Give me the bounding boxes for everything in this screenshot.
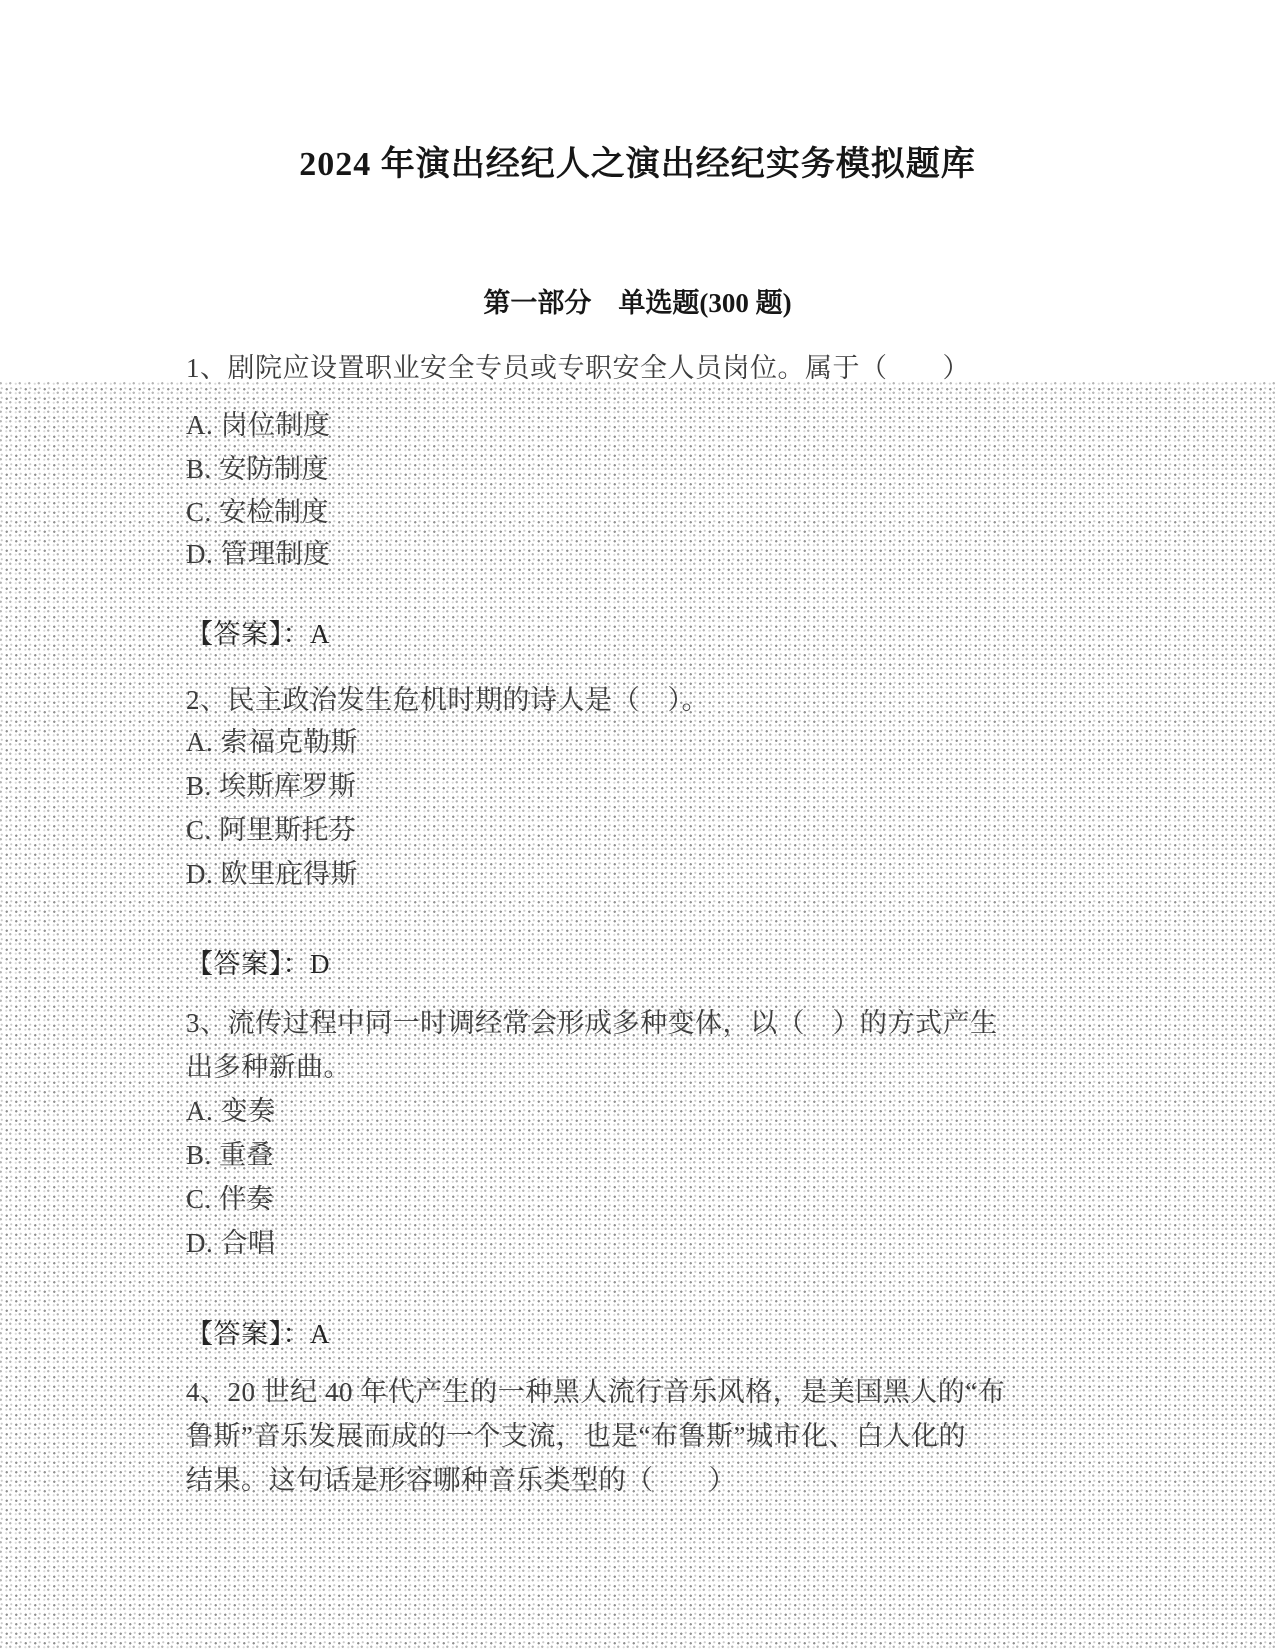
question-3-stem-line-1: 3、流传过程中同一时调经常会形成多种变体，以（ ）的方式产生	[186, 1008, 998, 1038]
question-4-stem-line-1: 4、20 世纪 40 年代产生的一种黑人流行音乐风格，是美国黑人的“布	[186, 1377, 1006, 1407]
question-1-answer: 【答案】：A	[186, 619, 330, 649]
question-1-stem: 1、剧院应设置职业安全专员或专职安全人员岗位。属于（ ）	[186, 353, 970, 383]
question-2-answer: 【答案】：D	[186, 949, 330, 979]
question-1-option-d: D. 管理制度	[186, 539, 331, 569]
question-3-answer: 【答案】：A	[186, 1319, 330, 1349]
question-2-option-b: B. 埃斯库罗斯	[186, 771, 357, 801]
question-2-option-d: D. 欧里庇得斯	[186, 859, 358, 889]
question-2-option-a: A. 索福克勒斯	[186, 727, 358, 757]
question-1-option-a: A. 岗位制度	[186, 410, 331, 440]
question-3-option-a: A. 变奏	[186, 1096, 276, 1126]
question-1-option-c: C. 安检制度	[186, 497, 330, 527]
section-heading: 第一部分 单选题(300 题)	[483, 288, 792, 318]
question-3-option-b: B. 重叠	[186, 1140, 275, 1170]
question-3-stem-line-2: 出多种新曲。	[186, 1052, 351, 1082]
document-title: 2024 年演出经纪人之演出经纪实务模拟题库	[299, 146, 976, 183]
question-2-option-c: C. 阿里斯托芬	[186, 815, 357, 845]
question-3-option-c: C. 伴奏	[186, 1184, 275, 1214]
question-2-stem: 2、民主政治发生危机时期的诗人是（ ）。	[186, 685, 709, 715]
question-1-option-b: B. 安防制度	[186, 454, 330, 484]
question-4-stem-line-2: 鲁斯”音乐发展而成的一个支流，也是“布鲁斯”城市化、白人化的	[186, 1421, 966, 1451]
question-4-stem-line-3: 结果。这句话是形容哪种音乐类型的（ ）	[186, 1465, 736, 1495]
question-3-option-d: D. 合唱	[186, 1228, 276, 1258]
